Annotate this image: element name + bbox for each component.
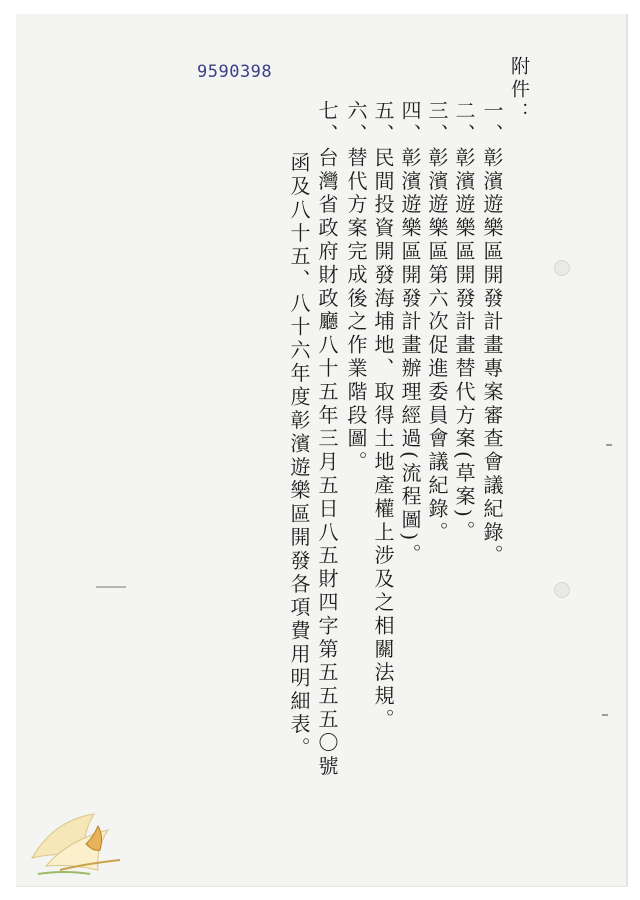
item-text: 彰濱遊樂區開發計畫替代方案(草案)。: [452, 146, 476, 544]
attachment-item-7-continuation: 函及八十五、八十六年度彰濱遊樂區開發各項費用明細表。: [287, 152, 311, 761]
item-text: 彰濱遊樂區開發計畫辦理經過(流程圖)。: [398, 146, 422, 568]
punch-hole: [554, 260, 570, 276]
item-number: 五、: [371, 100, 395, 147]
item-number: 三、: [425, 100, 449, 147]
item-text: 替代方案完成後之作業階段圖。: [344, 146, 368, 475]
attachment-item-2: [450, 100, 477, 544]
serial-number-stamp: 9590398: [197, 62, 273, 82]
archive-logo-icon: [24, 800, 134, 880]
item-number: 四、: [398, 100, 422, 147]
attachment-item-6: [342, 100, 369, 474]
page-edge-mark: [602, 714, 608, 716]
item-number: 二、: [452, 100, 476, 147]
item-number: 七、: [315, 100, 339, 147]
attachment-item-7: [313, 100, 340, 779]
attachment-item-4: [396, 100, 423, 567]
item-number: 一、: [480, 100, 504, 147]
item-text: 民間投資開發海埔地、取得土地產權上涉及之相關法規。: [371, 146, 395, 732]
attachment-item-5: [369, 100, 396, 732]
punch-hole: [554, 582, 570, 598]
item-text: 彰濱遊樂區第六次促進委員會議紀錄。: [425, 146, 449, 545]
page-edge-mark: [606, 444, 612, 446]
attachment-item-3: [423, 100, 450, 545]
attachment-heading: 附件：: [508, 56, 530, 125]
attachment-item-1: [478, 100, 505, 568]
scan-smudge: [96, 586, 126, 588]
item-text: 彰濱遊樂區開發計畫專案審查會議紀錄。: [480, 146, 504, 569]
item-number: 六、: [344, 100, 368, 147]
item-text: 台灣省政府財政廳八十五年三月五日八五財四字第五五五〇號: [315, 146, 339, 779]
